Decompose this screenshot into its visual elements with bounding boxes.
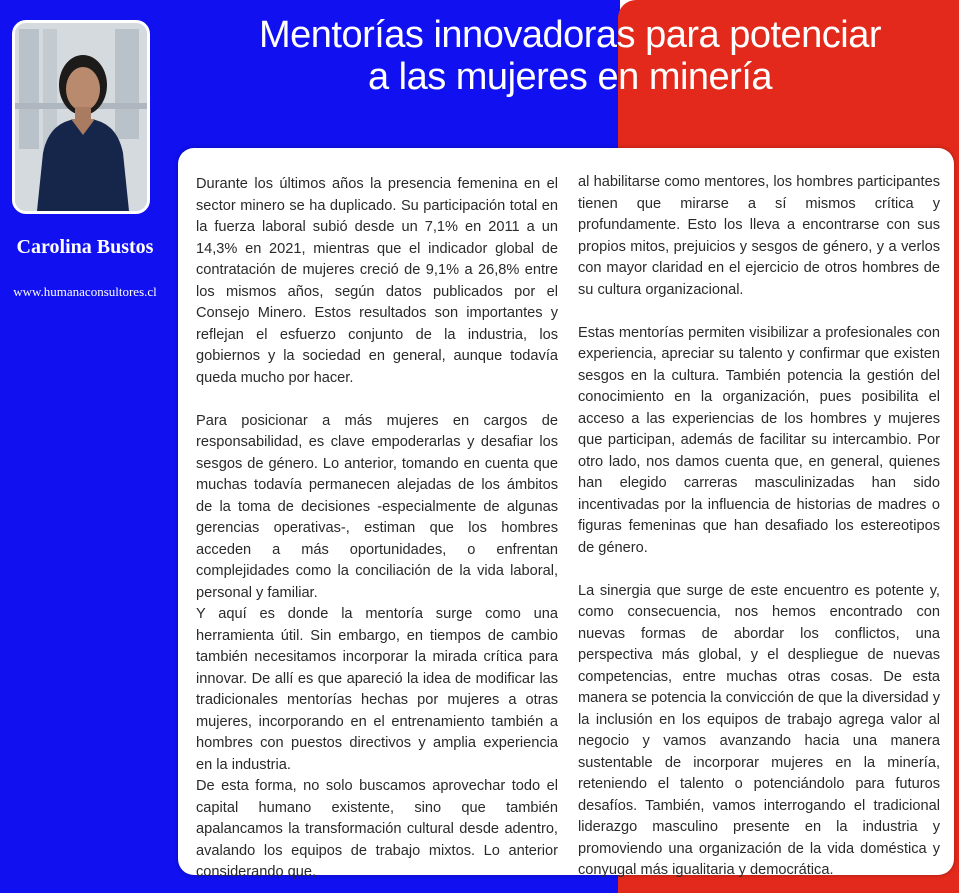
article-column-left — [196, 174, 558, 884]
article-title — [250, 14, 890, 98]
author-portrait-image — [15, 23, 147, 211]
title-line-1: Mentorías innovadoras para potenciar — [258, 14, 882, 56]
author-name: Carolina Bustos — [16, 236, 154, 258]
article-column-right — [578, 172, 940, 882]
paragraph: al habilitarse como mentores, los hombres participantes tienen que mirarse a sí mismos crítica y profundamente. Esto los lleva a encontrarse con sus propios mitos, prejuicios y sesgos de género, y a verlos con mayor claridad en el ejercicio de otros hombres de su cultura organizacional. — [578, 174, 940, 298]
paragraph: Durante los últimos años la presencia femenina en el sector minero se ha duplicado. Su participación total en la fuerza laboral subió desde un 7,1% en 2011 a un 14,3% en 2021, mientras que el indicador global de contratación de mujeres creció de 9,1% a 26,8% entre los mismos años, según datos publicados por el Consejo Minero. Estos resultados son importantes y reflejan el esfuerzo conjunto de la industria, los gobiernos y la sociedad en general, aunque todavía queda mucho por hacer. — [196, 176, 558, 386]
paragraph: Estas mentorías permiten visibilizar a profesionales con experiencia, apreciar su talento y confirmar que existen sesgos en la cultura. También potencia la gestión del conocimiento en la organización, pues posibilita el acceso a las experiencias de los hombres y mujeres que participan, además de facilitar su intercambio. Por otro lado, nos damos cuenta que, en general, quienes han elegido carreras masculinizadas han sido incentivadas por la influencia de historias de madres o figuras femeninas que han desafiado los estereotipos de género. — [578, 324, 940, 556]
author-photo — [12, 20, 150, 214]
title-line-2: a las mujeres en minería — [367, 56, 773, 98]
paragraph: La sinergia que surge de este encuentro es potente y, como consecuencia, nos hemos encontrado con nuevas formas de abordar los conflictos, una perspectiva más global, y el despliegue de nuevas competencias, entre muchas otras cosas. De esta manera se potencia la convicción de que la diversidad y la inclusión en los equipos de trabajo agrega valor al negocio y vamos avanzando hacia una manera sustentable de incorporar mujeres en la minería, reteniendo el talento o potenciándolo para futuros desafíos. También, vamos interrogando el tradicional liderazgo masculino presente en la industria y promoviendo una organización de la vida doméstica y conyugal más igualitaria y democrática. — [578, 582, 940, 878]
author-website: www.humanaconsultores.cl — [13, 284, 157, 299]
article-card — [178, 148, 954, 880]
paragraph: De esta forma, no solo buscamos aprovechar todo el capital humano existente, sino que también apalancamos la transformación cultural desde adentro, avalando los equipos de trabajo mixtos. Lo anterior considerando que, — [196, 778, 558, 880]
paragraph: Para posicionar a más mujeres en cargos de responsabilidad, es clave empoderarlas y desafiar los sesgos de género. Lo anterior, tomando en cuenta que muchas todavía permanecen alejadas de los ámbitos de la toma de decisiones -especialmente de algunas gerencias operativas-, estiman que los hombres acceden a más oportunidades, o enfrentan complejidades como la conciliación de la vida laboral, personal y familiar. — [196, 412, 558, 601]
paragraph: Y aquí es donde la mentoría surge como una herramienta útil. Sin embargo, en tiempos de cambio también necesitamos incorporar la mirada crítica para innovar. De allí es que apareció la idea de modificar las tradicionales mentorías hechas por mujeres a otras mujeres, incorporando en el entrenamiento también a hombres con puestos directivos y amplia experiencia en la industria. — [196, 606, 558, 773]
